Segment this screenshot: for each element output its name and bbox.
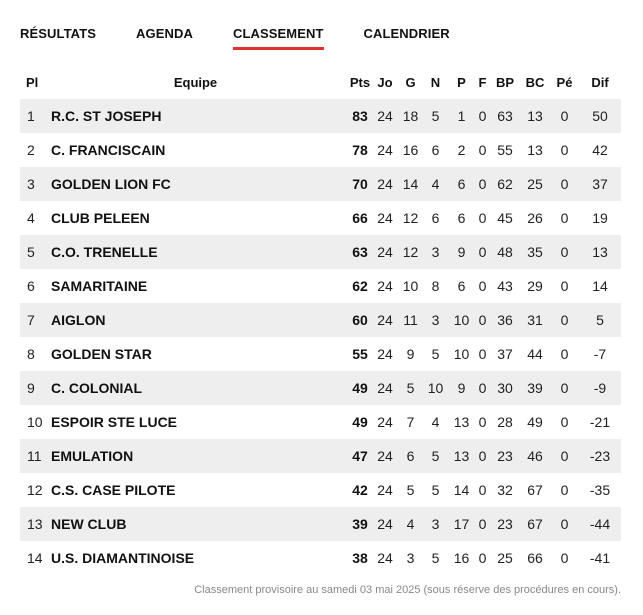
- cell-goals-for: 23: [490, 439, 520, 473]
- cell-goals-against: 66: [527, 550, 543, 566]
- cell-forfeit: 0: [475, 507, 490, 541]
- cell-played: 24: [372, 371, 398, 405]
- cell-pos: 11: [20, 439, 43, 473]
- cell-played: 24: [372, 507, 398, 541]
- cell-won: 18: [398, 99, 423, 133]
- table-header-row: [20, 65, 621, 99]
- cell-played: 24: [372, 439, 398, 473]
- cell-won: 7: [406, 414, 415, 430]
- cell-pts: 42: [352, 482, 368, 498]
- cell-drawn: 4: [431, 414, 440, 430]
- cell-played: 24: [377, 210, 393, 226]
- cell-won: 3: [406, 550, 415, 566]
- cell-goals-for: 37: [497, 346, 513, 362]
- cell-goals-against: 31: [520, 303, 550, 337]
- cell-goals-against: 25: [520, 167, 550, 201]
- cell-pos: 7: [20, 303, 43, 337]
- cell-played: 24: [372, 235, 398, 269]
- cell-diff: -41: [589, 550, 611, 566]
- cell-goals-against: 67: [520, 507, 550, 541]
- header-played: Jo: [377, 74, 393, 90]
- standings-footnote: Classement provisoire au samedi 03 mai 2025 (sous réserve des procédures en cours).: [194, 584, 621, 596]
- cell-forfeit: 0: [478, 414, 487, 430]
- cell-goals-against: 39: [520, 371, 550, 405]
- table-row: [20, 405, 621, 439]
- cell-played: 24: [372, 303, 398, 337]
- header-penalty: Pé: [556, 74, 573, 90]
- cell-goals-against: 46: [520, 439, 550, 473]
- cell-diff: -23: [579, 439, 621, 473]
- cell-won: 14: [398, 167, 423, 201]
- cell-forfeit: 0: [478, 210, 487, 226]
- cell-pts: 63: [348, 235, 372, 269]
- cell-forfeit: 0: [478, 278, 487, 294]
- cell-diff: 14: [592, 278, 608, 294]
- cell-penalty: 0: [550, 439, 579, 473]
- cell-lost: 13: [453, 414, 470, 430]
- cell-forfeit: 0: [478, 142, 487, 158]
- table-row: [20, 99, 621, 133]
- cell-diff: -21: [589, 414, 611, 430]
- cell-pts: 78: [352, 142, 368, 158]
- cell-diff: 42: [592, 142, 608, 158]
- cell-drawn: 5: [423, 99, 448, 133]
- cell-pos: 9: [20, 371, 43, 405]
- cell-won: 16: [402, 142, 419, 158]
- table-row: [20, 507, 621, 541]
- header-diff: Dif: [591, 74, 609, 90]
- cell-pos: 10: [27, 414, 43, 430]
- table-row: [20, 371, 621, 405]
- cell-drawn: 10: [423, 371, 448, 405]
- cell-lost: 1: [448, 99, 475, 133]
- cell-pos: 12: [27, 482, 43, 498]
- cell-won: 6: [398, 439, 423, 473]
- cell-pts: 49: [352, 414, 368, 430]
- standings-body: [20, 99, 621, 575]
- cell-forfeit: 0: [475, 303, 490, 337]
- cell-goals-for: 36: [490, 303, 520, 337]
- cell-drawn: 5: [431, 346, 440, 362]
- header-goals-against: BC: [525, 74, 545, 90]
- cell-played: 24: [372, 99, 398, 133]
- cell-pos: 1: [20, 99, 43, 133]
- cell-diff: 13: [579, 235, 621, 269]
- cell-diff: 19: [592, 210, 608, 226]
- cell-lost: 16: [453, 550, 470, 566]
- table-row: [20, 303, 621, 337]
- cell-won: 10: [402, 278, 419, 294]
- cell-lost: 17: [448, 507, 475, 541]
- cell-played: 24: [377, 482, 393, 498]
- cell-played: 24: [377, 346, 393, 362]
- cell-team: GOLDEN LION FC: [43, 167, 348, 201]
- cell-drawn: 6: [431, 210, 440, 226]
- cell-forfeit: 0: [475, 235, 490, 269]
- cell-goals-for: 43: [497, 278, 513, 294]
- cell-forfeit: 0: [478, 346, 487, 362]
- cell-pos: 13: [20, 507, 43, 541]
- cell-pos: 2: [27, 142, 35, 158]
- cell-penalty: 0: [550, 99, 579, 133]
- cell-diff: -44: [579, 507, 621, 541]
- cell-goals-against: 26: [527, 210, 543, 226]
- tab-agenda[interactable]: AGENDA: [136, 26, 193, 41]
- cell-diff: 50: [579, 99, 621, 133]
- cell-goals-against: 49: [527, 414, 543, 430]
- header-pos: Pl: [26, 74, 39, 90]
- cell-won: 12: [402, 210, 419, 226]
- cell-played: 24: [377, 414, 393, 430]
- cell-drawn: 4: [423, 167, 448, 201]
- cell-goals-against: 29: [527, 278, 543, 294]
- cell-pts: 39: [348, 507, 372, 541]
- cell-goals-for: 32: [497, 482, 513, 498]
- cell-goals-against: 67: [527, 482, 543, 498]
- cell-drawn: 5: [423, 439, 448, 473]
- cell-won: 9: [406, 346, 415, 362]
- cell-pts: 55: [352, 346, 368, 362]
- cell-pts: 62: [352, 278, 368, 294]
- cell-team: SAMARITAINE: [51, 278, 148, 294]
- section-tabs: [20, 26, 450, 50]
- cell-lost: 9: [448, 235, 475, 269]
- cell-forfeit: 0: [478, 482, 487, 498]
- cell-lost: 6: [457, 278, 466, 294]
- cell-pos: 8: [27, 346, 35, 362]
- cell-lost: 10: [448, 303, 475, 337]
- cell-penalty: 0: [560, 142, 569, 158]
- cell-played: 24: [377, 550, 393, 566]
- cell-penalty: 0: [550, 303, 579, 337]
- cell-won: 5: [398, 371, 423, 405]
- cell-goals-against: 44: [527, 346, 543, 362]
- cell-drawn: 5: [431, 550, 440, 566]
- cell-goals-for: 45: [497, 210, 513, 226]
- cell-goals-for: 23: [490, 507, 520, 541]
- cell-pos: 3: [20, 167, 43, 201]
- cell-lost: 2: [457, 142, 466, 158]
- cell-won: 11: [398, 303, 423, 337]
- cell-forfeit: 0: [478, 550, 487, 566]
- cell-forfeit: 0: [475, 99, 490, 133]
- cell-goals-for: 62: [490, 167, 520, 201]
- table-row: [20, 133, 621, 167]
- cell-team: U.S. DIAMANTINOISE: [51, 550, 195, 566]
- cell-penalty: 0: [560, 278, 569, 294]
- cell-diff: -9: [579, 371, 621, 405]
- table-row: [20, 439, 621, 473]
- cell-goals-for: 28: [497, 414, 513, 430]
- cell-team: R.C. ST JOSEPH: [43, 99, 348, 133]
- cell-team: GOLDEN STAR: [51, 346, 152, 362]
- cell-diff: 37: [579, 167, 621, 201]
- cell-team: NEW CLUB: [43, 507, 348, 541]
- cell-pos: 14: [27, 550, 43, 566]
- cell-goals-for: 48: [490, 235, 520, 269]
- cell-goals-for: 30: [490, 371, 520, 405]
- cell-played: 24: [372, 167, 398, 201]
- cell-penalty: 0: [560, 210, 569, 226]
- table-row: [20, 473, 621, 507]
- cell-penalty: 0: [550, 167, 579, 201]
- cell-team: C.O. TRENELLE: [43, 235, 348, 269]
- table-row: [20, 337, 621, 371]
- cell-team: EMULATION: [43, 439, 348, 473]
- cell-lost: 6: [448, 167, 475, 201]
- cell-drawn: 3: [423, 303, 448, 337]
- cell-played: 24: [377, 278, 393, 294]
- cell-lost: 10: [453, 346, 470, 362]
- cell-lost: 9: [448, 371, 475, 405]
- cell-drawn: 3: [423, 235, 448, 269]
- cell-drawn: 3: [423, 507, 448, 541]
- cell-goals-against: 13: [520, 99, 550, 133]
- cell-penalty: 0: [550, 507, 579, 541]
- tab-calendrier[interactable]: CALENDRIER: [363, 26, 450, 41]
- cell-diff: -7: [593, 346, 607, 362]
- cell-pts: 38: [352, 550, 368, 566]
- header-lost: P: [457, 74, 466, 90]
- cell-goals-for: 25: [497, 550, 513, 566]
- cell-lost: 14: [453, 482, 470, 498]
- header-goals-for: BP: [495, 74, 515, 90]
- table-row: [20, 269, 621, 303]
- cell-forfeit: 0: [475, 167, 490, 201]
- cell-drawn: 5: [431, 482, 440, 498]
- table-row: [20, 541, 621, 575]
- table-row: [20, 235, 621, 269]
- cell-team: CLUB PELEEN: [51, 210, 150, 226]
- cell-penalty: 0: [560, 550, 569, 566]
- cell-penalty: 0: [560, 414, 569, 430]
- cell-goals-against: 13: [527, 142, 543, 158]
- cell-goals-for: 55: [497, 142, 513, 158]
- cell-diff: 5: [579, 303, 621, 337]
- tab-resultats[interactable]: RÉSULTATS: [20, 26, 97, 41]
- cell-goals-for: 63: [490, 99, 520, 133]
- cell-pts: 47: [348, 439, 372, 473]
- cell-penalty: 0: [560, 346, 569, 362]
- cell-penalty: 0: [550, 371, 579, 405]
- cell-pos: 5: [20, 235, 43, 269]
- cell-pts: 60: [348, 303, 372, 337]
- table-row: [20, 201, 621, 235]
- cell-lost: 6: [457, 210, 466, 226]
- cell-pos: 4: [27, 210, 35, 226]
- cell-pts: 70: [348, 167, 372, 201]
- header-forfeit: F: [478, 74, 487, 90]
- cell-goals-against: 35: [520, 235, 550, 269]
- cell-forfeit: 0: [475, 371, 490, 405]
- cell-drawn: 8: [431, 278, 440, 294]
- cell-played: 24: [377, 142, 393, 158]
- header-drawn: N: [430, 74, 441, 90]
- standings-table: [20, 65, 621, 575]
- header-won: G: [405, 74, 416, 90]
- cell-pts: 66: [352, 210, 368, 226]
- cell-team: AIGLON: [43, 303, 348, 337]
- cell-won: 12: [398, 235, 423, 269]
- tab-classement[interactable]: CLASSEMENT: [233, 26, 324, 50]
- cell-team: C.S. CASE PILOTE: [51, 482, 176, 498]
- cell-pos: 6: [27, 278, 35, 294]
- cell-team: C. COLONIAL: [43, 371, 348, 405]
- cell-penalty: 0: [560, 482, 569, 498]
- table-row: [20, 167, 621, 201]
- header-pts: Pts: [349, 74, 371, 90]
- cell-team: ESPOIR STE LUCE: [51, 414, 178, 430]
- cell-won: 5: [406, 482, 415, 498]
- cell-lost: 13: [448, 439, 475, 473]
- cell-drawn: 6: [431, 142, 440, 158]
- cell-won: 4: [398, 507, 423, 541]
- cell-penalty: 0: [550, 235, 579, 269]
- header-team: Equipe: [173, 74, 218, 90]
- cell-pts: 83: [348, 99, 372, 133]
- cell-diff: -35: [589, 482, 611, 498]
- cell-forfeit: 0: [475, 439, 490, 473]
- cell-pts: 49: [348, 371, 372, 405]
- cell-team: C. FRANCISCAIN: [51, 142, 166, 158]
